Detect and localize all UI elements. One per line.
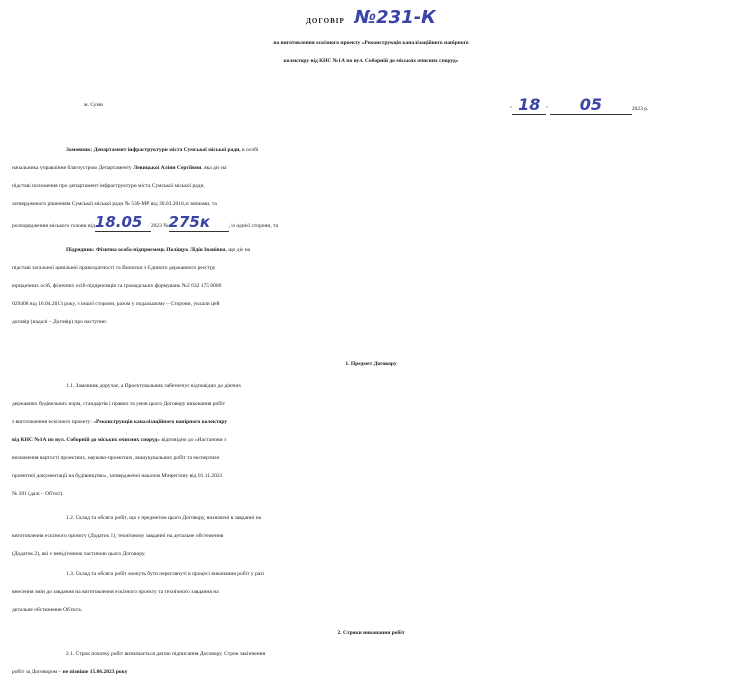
s1-1-l6: проектної документації на будівництво», затвердженої наказом Мінрегіону від 01.11.2021 (12, 473, 223, 479)
contractor-para-l3: юридичних осіб, фізичних осіб-підприємців та громадських формувань №2 632 175 0000 (12, 283, 222, 289)
contract-subtitle-1: на виготовлення ескізного проекту «Реконструкція каналізаційного напірного (273, 40, 469, 46)
text: , яка діє на (201, 165, 227, 171)
text: начальника управління благоустрою Департаменту (12, 165, 134, 171)
contractor-para-l2: підставі загальної цивільної правоздатності та Виписки з Єдиного державного реєстру (12, 265, 216, 271)
contractor-rest: , що діє на (225, 247, 251, 253)
customer-para-l2 (12, 159, 742, 177)
customer-rest: в особі (240, 147, 259, 153)
project-name-part2: від КНС №1А по вул. Соборній до міських очисних споруд (12, 437, 158, 443)
s1-2-l2: виготовлення ескізного проєкту (Додаток 1), технічному завданні на детальне обстеження (12, 533, 224, 539)
text: 2023 № (150, 223, 169, 229)
section2-heading: 2. Строки виконання робіт (337, 630, 405, 636)
date-block: " 18 " 05 2023 р. (510, 95, 649, 114)
customer-person: Левицької Аліни Сергіївни (133, 165, 202, 171)
order-number-handwritten: 275к (169, 213, 229, 232)
customer-para-l4: затвердженого рішенням Сумської міської ради № 530-МР від 30.03.2016,зі змінами, та (12, 201, 217, 207)
s1-1-l7: № 281 (далі – Об'єкт). (12, 491, 64, 497)
deadline: не пізніше 15.06.2023 року (62, 669, 128, 675)
text: робіт за Договором – (12, 669, 63, 675)
text: » відповідно до «Настанови з (157, 437, 227, 443)
s1-3-l1: 1.3. Склад та обсяги робіт можуть бути переглянуті в процесі виконання робіт у разі (66, 571, 264, 577)
contract-subtitle-2: колектору від КНС №1А по вул. Соборній до міських очисних споруд» (283, 58, 459, 64)
date-month: 05 (550, 96, 632, 115)
contract-title: ДОГОВІР (306, 17, 345, 25)
project-name-part1: Реконструкція каналізаційного напірного колектору (96, 419, 228, 425)
s1-1-l1: 1.1. Замовник доручає, а Проєктувальник забезпечує відповідно до діючих (66, 383, 242, 389)
s1-2-l1: 1.2. Склад та обсяги робіт, що є предметом цього Договору, визначені в завданні на (66, 515, 262, 521)
customer-para-l3: підставі положення про департамент інфраструктури міста Сумської міської ради, (12, 183, 205, 189)
contract-title-line (0, 8, 742, 31)
customer-para-l1 (0, 141, 742, 159)
contractor-para-l1 (0, 241, 742, 259)
contract-number-handwritten: №231-К (354, 7, 436, 28)
section1-heading: 1. Предмет Договору (345, 361, 397, 367)
city: м. Суми (84, 102, 103, 108)
date-year: 2023 р. (631, 106, 649, 112)
s1-1-l2: державних будівельних норм, стандартів і правил та умов цього Договору виконання робіт (12, 401, 226, 407)
contractor-para-l5: договір (надалі – Договір) про наступне: (12, 319, 107, 325)
date-day: 18 (512, 96, 546, 115)
s1-1-l3 (12, 413, 742, 431)
s1-1-l5: визначення вартості проектних, науково-проектних, вишукувальних робіт та експертизи (12, 455, 220, 461)
s1-3-l3: детальне обстеження Об'єкта. (12, 607, 83, 613)
customer-para-l5 (12, 213, 742, 235)
text: з виготовлення ескізного проекту: « (12, 419, 97, 425)
s1-2-l3: (Додаток 2), які є невід'ємною частиною цього Договору. (12, 551, 146, 557)
s1-3-l2: внесення змін до завдання на виготовлення ескізного проєкту та технічного завдання на (12, 589, 219, 595)
customer-label: Замовник: Департамент інфраструктури міста Сумської міської ради, (66, 147, 241, 153)
contractor-label: Підрядник: Фізична особа-підприємець Поліщук Лідія Іванівна (66, 247, 226, 253)
s1-1-l4 (12, 431, 742, 449)
s2-1-l1: 2.1. Строк початку робіт визначається датою підписання Договору. Строк закінчення (66, 651, 266, 657)
text: , із однієї сторони, та (228, 223, 279, 229)
order-date-handwritten: 18.05 (95, 213, 151, 232)
s2-1-l2 (12, 663, 742, 681)
text: розпорядження міського голови від (12, 223, 95, 229)
contractor-para-l4: 029408 від 16.04.2013 року, з іншої сторони, разом у подальшому – Сторони, уклали цей (12, 301, 220, 307)
